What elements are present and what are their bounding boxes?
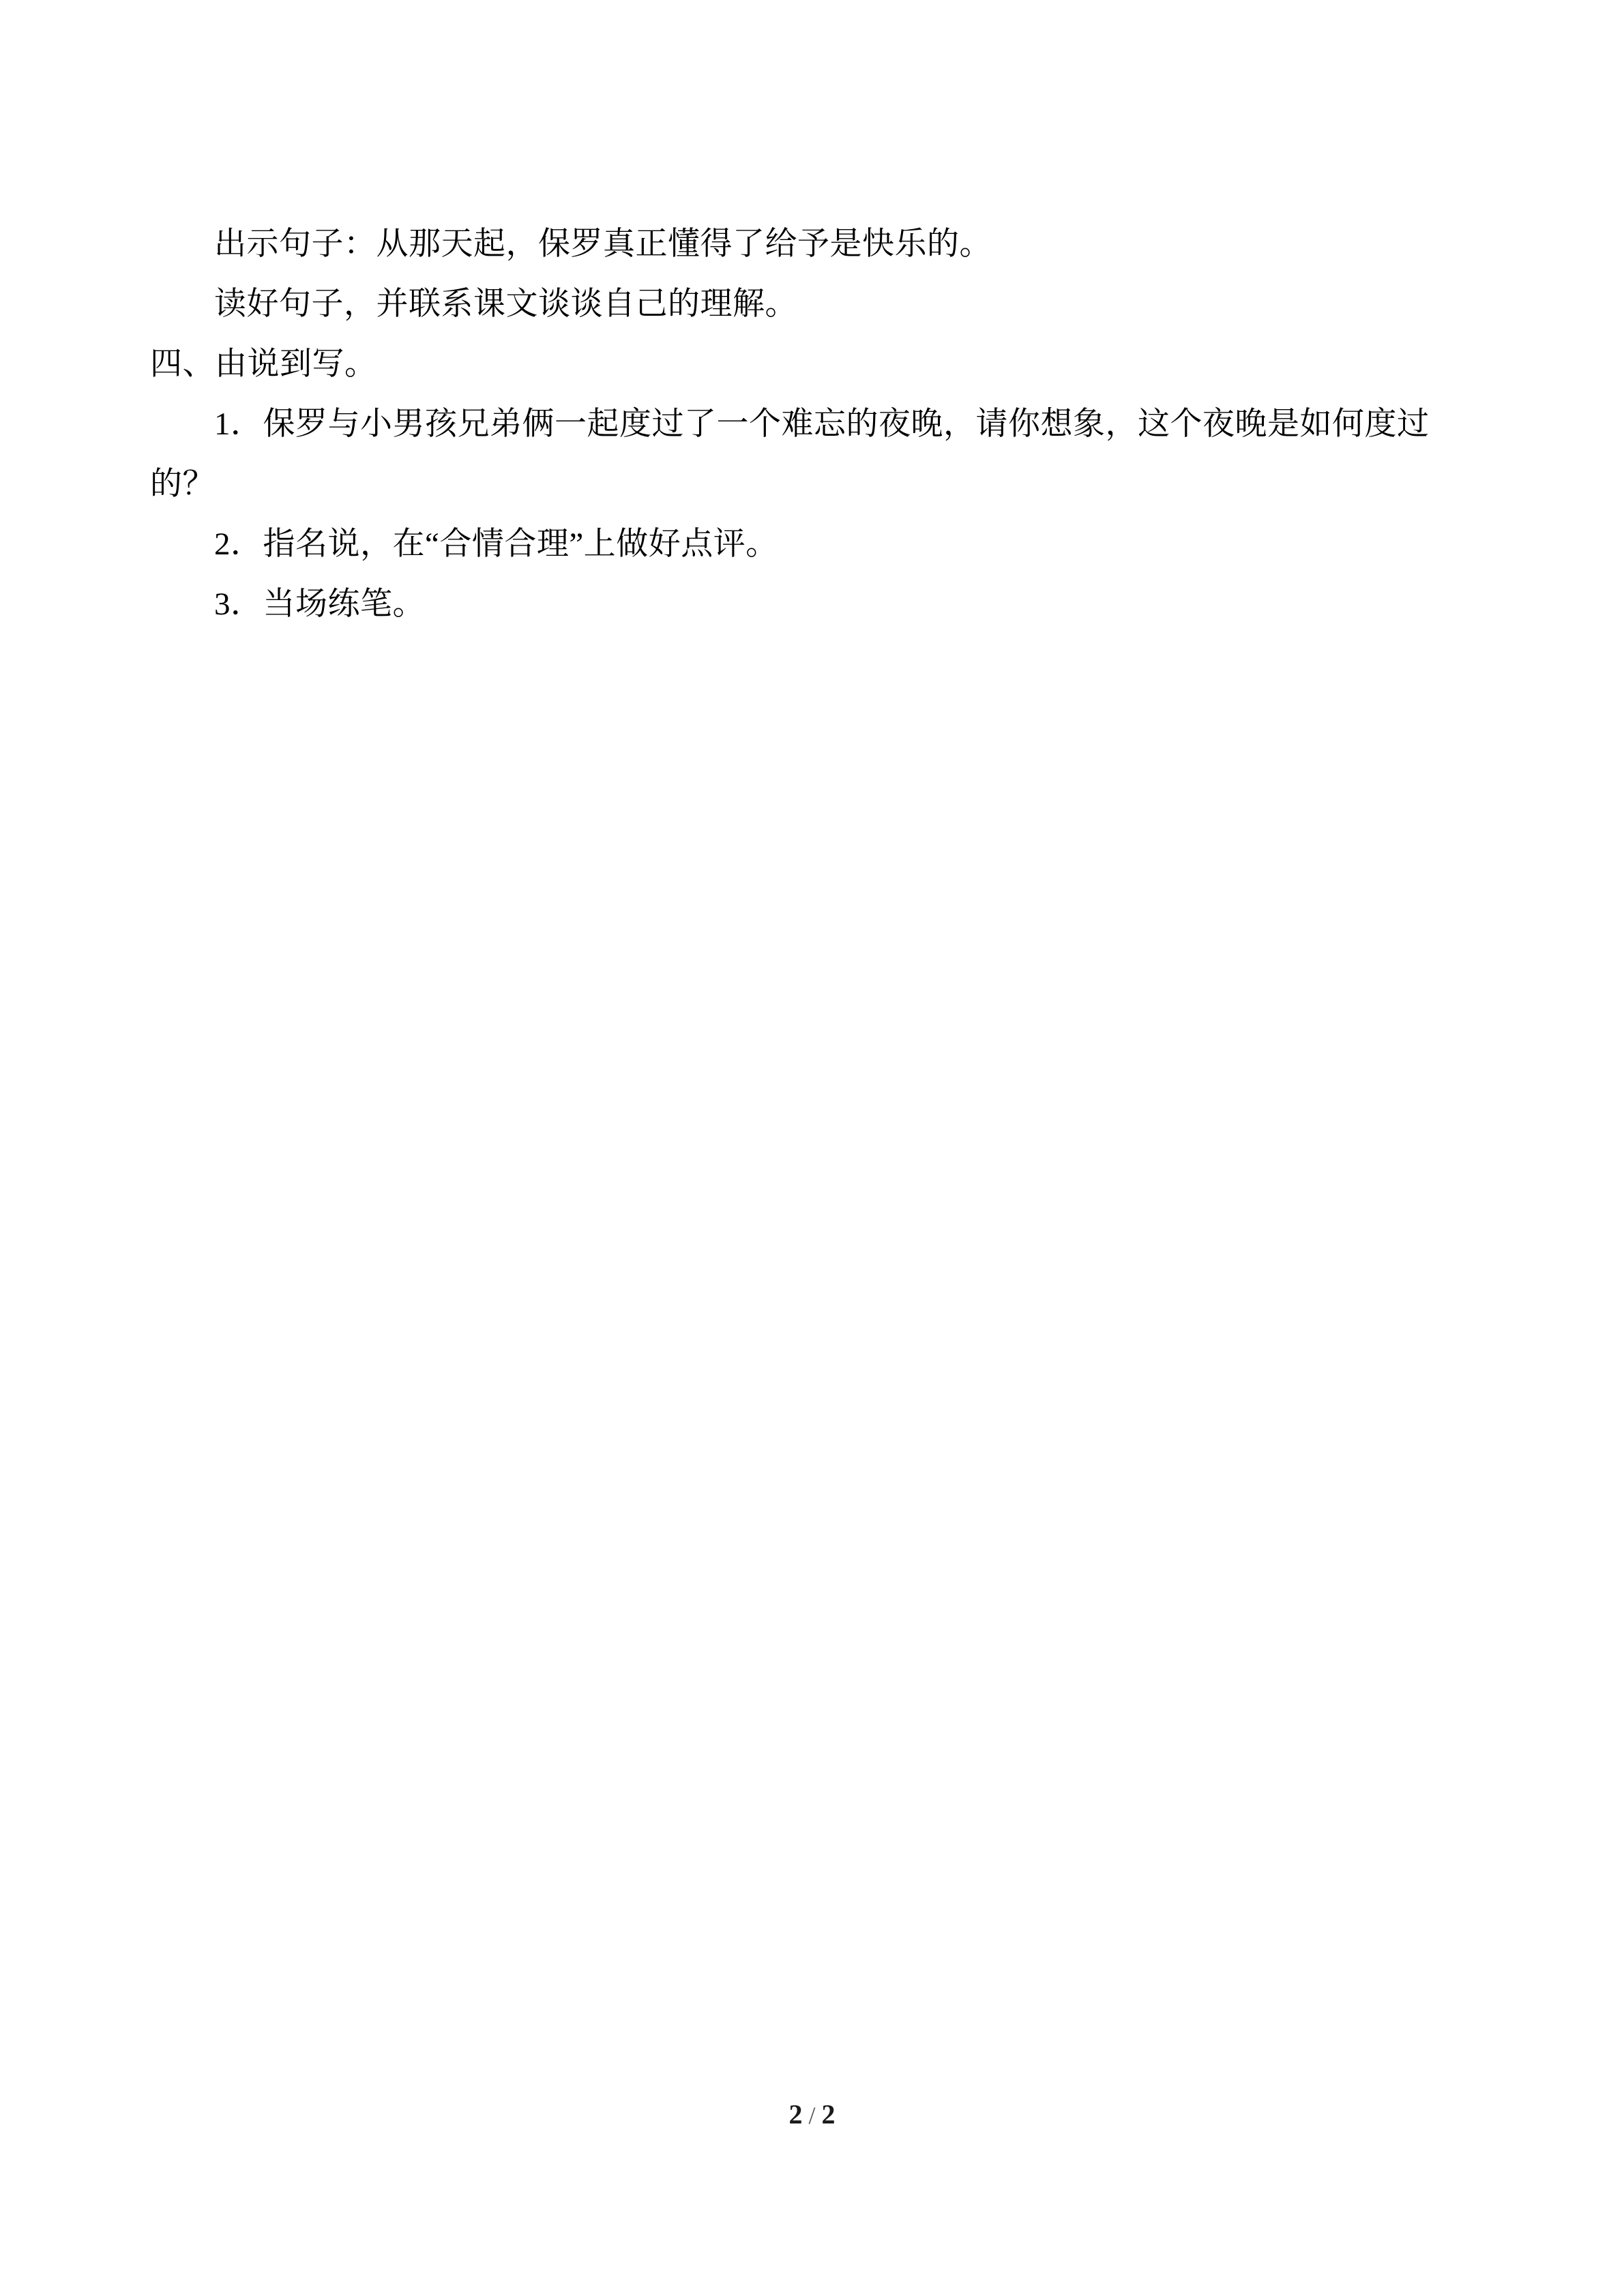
paragraph-line-read-sentence: 读好句子，并联系课文谈谈自己的理解。 [214,286,797,322]
paragraph-line-sentence-display: 出示句子：从那天起，保罗真正懂得了给予是快乐的。 [214,226,992,262]
paragraph-line-item-1: 1．保罗与小男孩兄弟俩一起度过了一个难忘的夜晚，请你想象，这个夜晚是如何度过 [214,406,1430,442]
document-body [150,214,1480,634]
paragraph-line-item-1-wrap: 的？ [150,466,215,502]
page-number-separator: / [808,2102,816,2129]
page-number-total: 2 [821,2099,836,2130]
paragraph-line-item-3: 3．当场练笔。 [214,586,425,622]
page-number-current: 2 [788,2099,803,2130]
page-number [0,2099,1624,2131]
paragraph-line-item-2: 2．指名说，在“合情合理”上做好点评。 [214,526,778,562]
section-heading-four: 四、由说到写。 [150,346,377,382]
